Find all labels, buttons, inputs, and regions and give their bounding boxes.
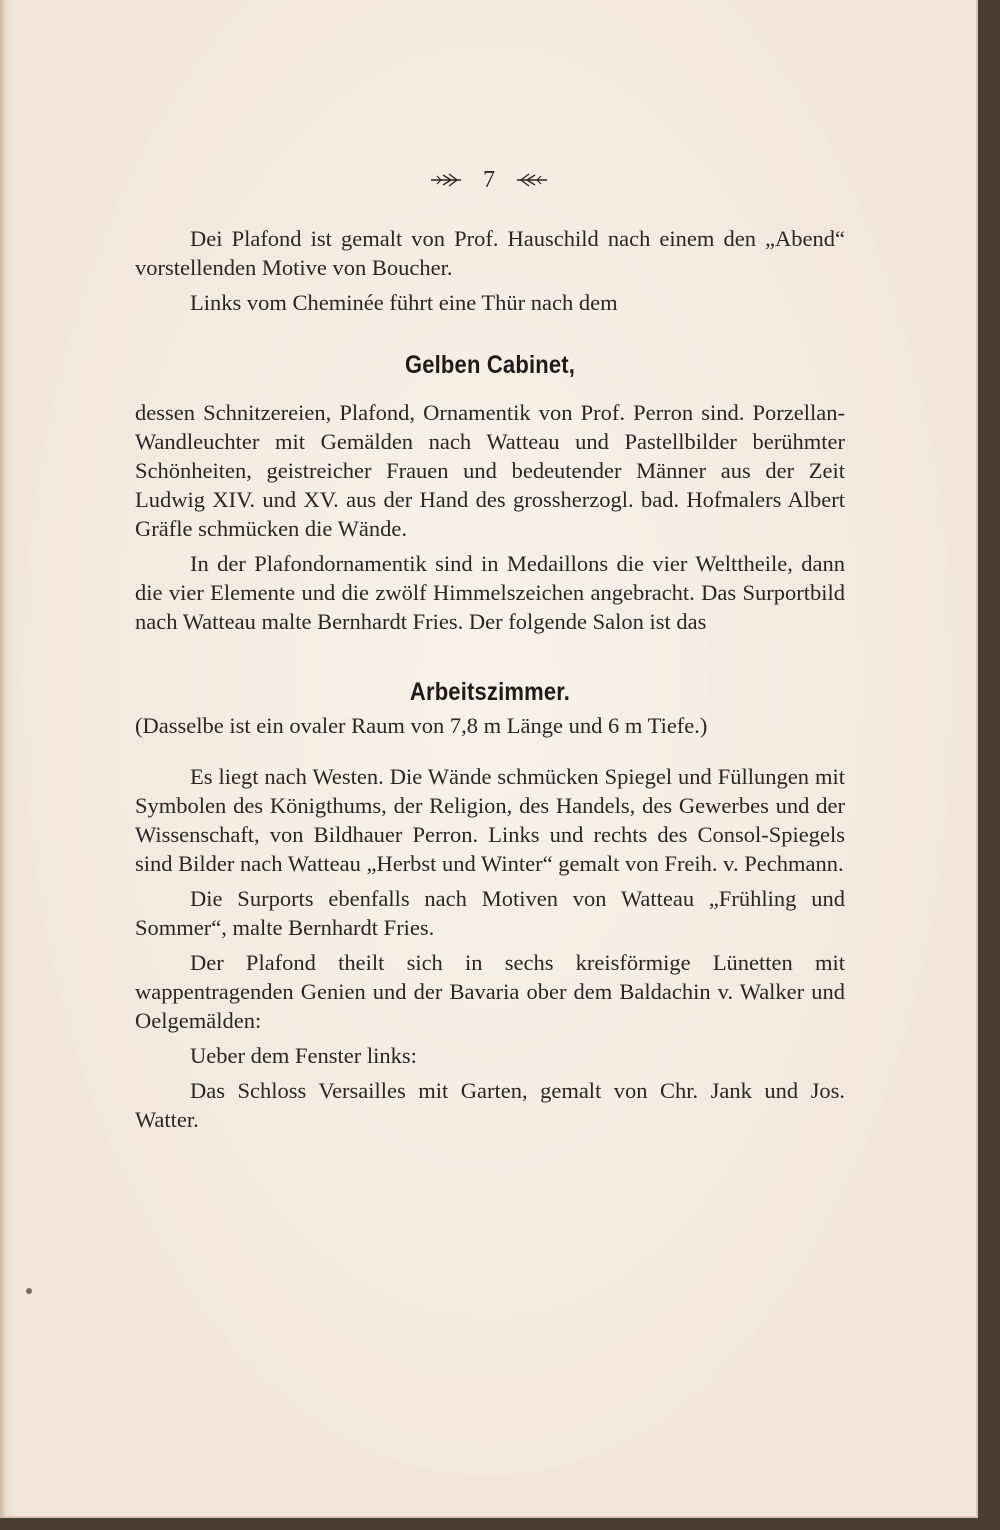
page-number: 7	[483, 167, 495, 194]
room-dimensions-note: (Dasselbe ist ein ovaler Raum von 7,8 m Länge und 6 m Tiefe.)	[135, 713, 708, 738]
ink-speck	[26, 1288, 32, 1294]
section-heading-gelben-cabinet: Gelben Cabinet,	[404, 351, 576, 379]
section-heading-arbeitszimmer: Arbeitszimmer.	[409, 678, 571, 706]
intro-paragraph-2: Links vom Cheminée führt eine Thür nach dem	[190, 290, 618, 315]
cabinet-paragraph-2: In der Plafondornamentik sind in Medaillons die vier Welttheile, dann die vier Elemente und die zwölf Himmelszeichen angebracht. Das Surportbild nach Watteau malte Bernhardt Fries. Der folgende Salon ist das	[135, 551, 845, 634]
arbeitszimmer-paragraph-2: Die Surports ebenfalls nach Motiven von Watteau „Frühling und Sommer“, malte Bernhardt Fries.	[135, 886, 845, 940]
arbeitszimmer-paragraph-4: Ueber dem Fenster links:	[190, 1043, 417, 1068]
cabinet-paragraph-1: dessen Schnitzereien, Plafond, Ornamentik von Prof. Perron sind. Porzellan-Wandleuchter mit Gemälden nach Watteau und Pastellbilder berühmter Schönheiten, geistreicher Frauen und bedeutender Männer aus der Zeit Ludwig XIV. und XV. aus der Hand des grossherzogl. bad. Hofmalers Albert Gräfle schmücken die Wände.	[135, 400, 845, 541]
page-spine-shadow	[0, 0, 6, 1518]
page-header	[0, 166, 978, 194]
arbeitszimmer-paragraph-1: Es liegt nach Westen. Die Wände schmücken Spiegel und Füllungen mit Symbolen des Königthums, der Religion, des Handels, des Gewerbes und der Wissenschaft, von Bildhauer Perron. Links und rechts des Consol-Spiegels sind Bilder nach Watteau „Herbst und Winter“ gemalt von Freih. v. Pechmann.	[135, 764, 845, 876]
text-column	[135, 224, 845, 1134]
arbeitszimmer-paragraph-5: Das Schloss Versailles mit Garten, gemalt von Chr. Jank und Jos. Watter.	[135, 1078, 845, 1132]
intro-paragraph-1: Dei Plafond ist gemalt von Prof. Hauschild nach einem den „Abend“ vorstellenden Motive von Boucher.	[135, 226, 845, 280]
arbeitszimmer-paragraph-3: Der Plafond theilt sich in sechs kreisförmige Lünetten mit wappentragenden Genien und der Bavaria ober dem Baldachin v. Walker und Oelgemälden:	[135, 950, 845, 1033]
right-ornament-icon	[515, 168, 549, 194]
left-ornament-icon	[429, 168, 463, 194]
